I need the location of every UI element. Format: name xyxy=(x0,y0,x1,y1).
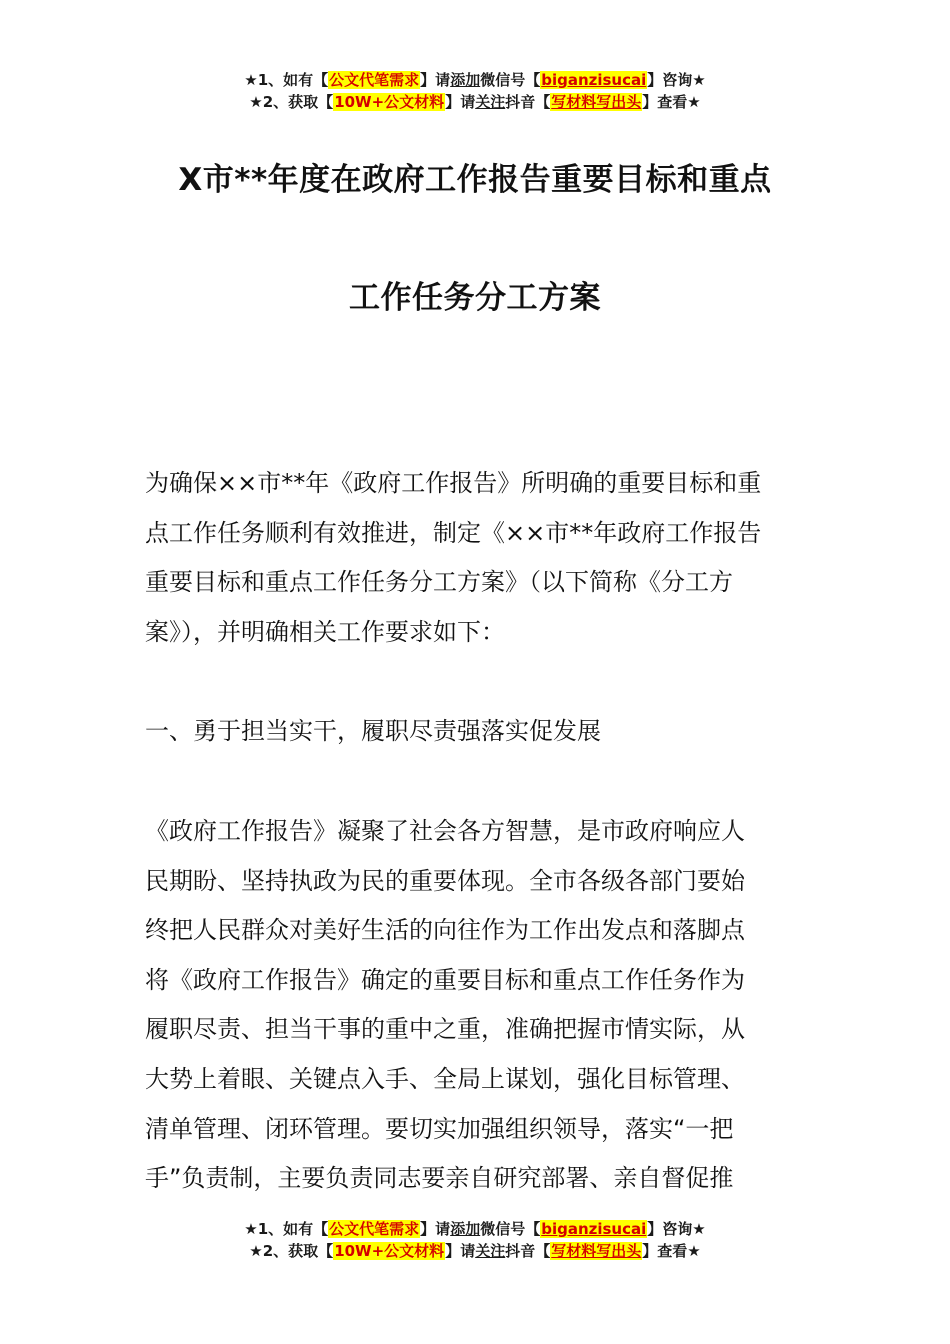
wechat-id-link[interactable]: biganzisucai xyxy=(541,71,647,89)
paragraph-line: 点工作任务顺利有效推进，制定《××市**年政府工作报告 xyxy=(145,518,762,547)
paragraph-line: 手”负责制，主要负责同志要亲自研究部署、亲自督促推 xyxy=(145,1164,734,1193)
banner-text: 】请 xyxy=(445,93,476,111)
banner-text: ★2、获取【 xyxy=(249,93,334,111)
banner-underlined-text: 添加 xyxy=(450,1220,481,1238)
footer-banner xyxy=(0,1218,950,1262)
banner-underlined-text: 关注 xyxy=(475,1242,506,1260)
banner-line-2 xyxy=(0,1240,950,1262)
banner-text: 】请 xyxy=(420,71,451,89)
section-body-paragraph xyxy=(145,807,815,1204)
section-heading xyxy=(145,707,815,757)
banner-line-1 xyxy=(0,69,950,91)
document-title-line-2: 工作任务分工方案 xyxy=(349,280,601,316)
paragraph-line: 大势上着眼、关键点入手、全局上谋划，强化目标管理、 xyxy=(145,1064,745,1093)
banner-underlined-text: 添加 xyxy=(450,71,481,89)
banner-line-1 xyxy=(0,1218,950,1240)
paragraph-line: 重要目标和重点工作任务分工方案》（以下简称《分工方 xyxy=(145,568,733,597)
paragraph-line: 《政府工作报告》凝聚了社会各方智慧，是市政府响应人 xyxy=(145,817,745,845)
wechat-id-link[interactable]: biganzisucai xyxy=(541,1220,647,1238)
banner-text: 微信号【 xyxy=(480,1220,541,1238)
banner-text: 】咨询★ xyxy=(647,1220,706,1238)
banner-text: ★1、如有【 xyxy=(244,71,329,89)
banner-text: 】咨询★ xyxy=(647,71,706,89)
banner-highlight: 公文代笔需求 xyxy=(329,71,420,89)
banner-underlined-text: 关注 xyxy=(475,93,506,111)
paragraph-line: 将《政府工作报告》确定的重要目标和重点工作任务作为 xyxy=(145,965,745,994)
banner-text: 抖音【 xyxy=(505,93,551,111)
banner-text: 】请 xyxy=(420,1220,451,1238)
paragraph-line: 终把人民群众对美好生活的向往作为工作出发点和落脚点 xyxy=(145,916,745,945)
header-banner xyxy=(0,69,950,113)
douyin-account-link[interactable]: 写材料写出头 xyxy=(551,93,642,111)
banner-line-2 xyxy=(0,91,950,113)
banner-highlight: 10W+公文材料 xyxy=(334,1242,445,1260)
paragraph-line: 清单管理、闭环管理。要切实加强组织领导，落实“一把 xyxy=(145,1114,734,1143)
paragraph-line: 为确保××市**年《政府工作报告》所明确的重要目标和重 xyxy=(145,469,762,497)
paragraph-line: 履职尽责、担当干事的重中之重，准确把握市情实际，从 xyxy=(145,1015,745,1044)
section-heading-text: 一、勇于担当实干，履职尽责强落实促发展 xyxy=(145,717,601,745)
paragraph-line: 案》），并明确相关工作要求如下： xyxy=(145,617,505,646)
intro-paragraph xyxy=(145,459,815,657)
banner-highlight: 10W+公文材料 xyxy=(334,93,445,111)
banner-text: 】请 xyxy=(445,1242,476,1260)
banner-text: 】查看★ xyxy=(642,93,701,111)
banner-text: ★1、如有【 xyxy=(244,1220,329,1238)
banner-text: 抖音【 xyxy=(505,1242,551,1260)
document-title-line-1: X市**年度在政府工作报告重要目标和重点 xyxy=(178,162,772,198)
banner-highlight: 公文代笔需求 xyxy=(329,1220,420,1238)
banner-text: ★2、获取【 xyxy=(249,1242,334,1260)
douyin-account-link[interactable]: 写材料写出头 xyxy=(551,1242,642,1260)
banner-text: 】查看★ xyxy=(642,1242,701,1260)
banner-text: 微信号【 xyxy=(480,71,541,89)
paragraph-line: 民期盼、坚持执政为民的重要体现。全市各级各部门要始 xyxy=(145,866,745,895)
